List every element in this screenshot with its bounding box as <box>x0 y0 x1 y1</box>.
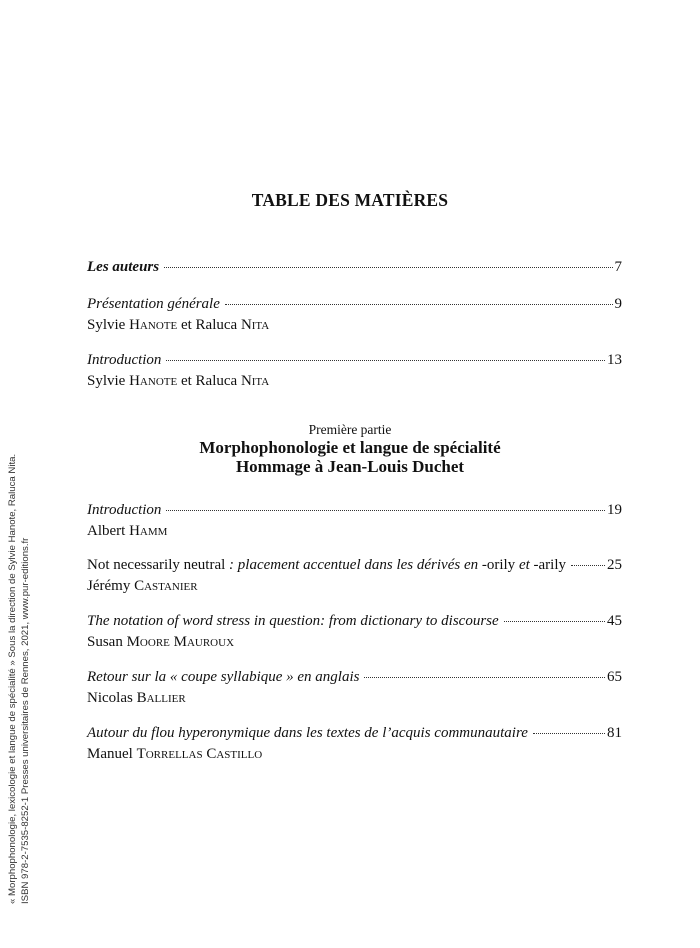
toc-entry-authors: Jérémy Castanier <box>87 578 198 594</box>
toc-entry-title: Les auteurs <box>87 259 160 275</box>
toc-entry-title: Présentation générale <box>87 296 220 312</box>
dot-leader <box>166 510 605 511</box>
toc-entry-title: The notation of word stress in question: from dictionary to discourse <box>87 613 499 629</box>
toc-entry-les-auteurs[interactable] <box>87 258 622 276</box>
toc-entry-title: Retour sur la « coupe syllabique » en anglais <box>87 669 360 685</box>
toc-entry-flou-hyperonymique[interactable] <box>87 724 622 742</box>
part-title-line-2: Hommage à Jean-Louis Duchet <box>235 457 465 476</box>
dot-leader <box>225 304 613 305</box>
dot-leader <box>166 360 605 361</box>
toc-entry-notation-word-stress[interactable] <box>87 612 622 630</box>
part-label: Première partie <box>308 422 392 437</box>
toc-entry-page: 25 <box>607 557 622 573</box>
toc-entry-presentation-generale[interactable] <box>87 295 622 313</box>
toc-entry-authors: Nicolas Ballier <box>87 690 186 706</box>
toc-entry-authors: Manuel Torrellas Castillo <box>87 746 263 762</box>
toc-entry-page: 81 <box>607 725 622 741</box>
toc-entry-introduction-part[interactable] <box>87 501 622 519</box>
toc-entry-title: Introduction <box>87 352 162 368</box>
page-title: TABLE DES MATIÈRES <box>251 190 449 210</box>
toc-entry-page: 7 <box>614 259 622 275</box>
toc-entry-page: 45 <box>607 613 622 629</box>
toc-entry-page: 13 <box>607 352 622 368</box>
toc-entry-title: Introduction <box>87 502 162 518</box>
toc-entry-authors: Susan Moore Mauroux <box>87 634 235 650</box>
toc-entry-authors: Sylvie Hanote et Raluca Nita <box>87 373 270 389</box>
toc-entry-page: 65 <box>607 669 622 685</box>
dot-leader <box>533 733 605 734</box>
toc-entry-coupe-syllabique[interactable] <box>87 668 622 686</box>
toc-entry-introduction-front[interactable] <box>87 351 622 369</box>
dot-leader <box>364 677 605 678</box>
side-note-line-1: « Morphophonologie, lexicologie et langue de spécialité » Sous la direction de Sylvie Hanote, Raluca Nita. <box>7 453 18 904</box>
toc-entry-authors: Sylvie Hanote et Raluca Nita <box>87 317 270 333</box>
toc-entry-title: Not necessarily neutral : placement accentuel dans les dérivés en -orily et -arily <box>87 557 566 573</box>
part-title-line-1: Morphophonologie et langue de spécialité <box>199 438 501 457</box>
toc-entry-page: 9 <box>614 296 622 312</box>
toc-entry-not-necessarily-neutral[interactable] <box>87 556 622 574</box>
side-note-line-2: ISBN 978-2-7535-8252-1 Presses universitaires de Rennes, 2021, www.pur-editions.fr <box>20 537 31 904</box>
toc-entry-title: Autour du flou hyperonymique dans les textes de l’acquis communautaire <box>87 725 528 741</box>
toc-entry-page: 19 <box>607 502 622 518</box>
dot-leader <box>504 621 605 622</box>
dot-leader <box>571 565 605 566</box>
dot-leader <box>164 267 612 268</box>
toc-entry-authors: Albert Hamm <box>87 523 168 539</box>
